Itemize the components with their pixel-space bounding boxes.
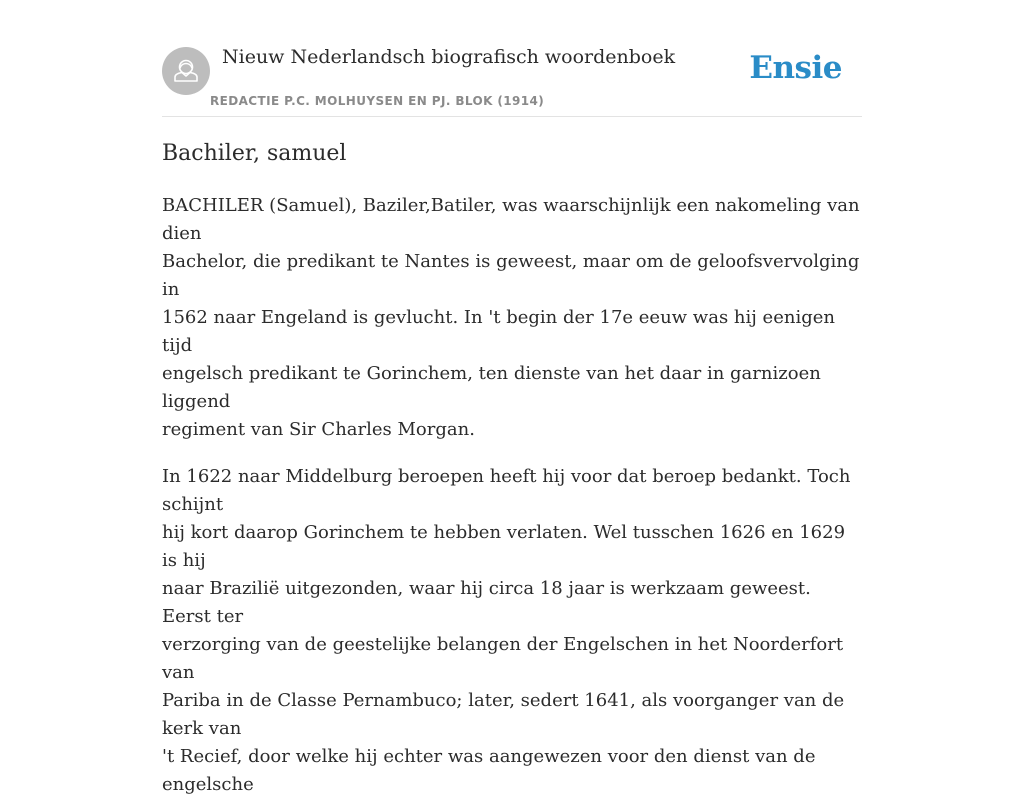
paragraph-line: hij kort daarop Gorinchem te hebben verlaten. Wel tusschen 1626 en 1629 is hij (162, 522, 846, 571)
article-paragraph (162, 463, 862, 799)
paragraph-line: In 1622 naar Middelburg beroepen heeft hij voor dat beroep bedankt. Toch schijnt (162, 466, 851, 515)
paragraph-line: engelsch predikant te Gorinchem, ten dienste van het daar in garnizoen liggend (162, 363, 821, 412)
article-paragraph (162, 192, 862, 444)
article (162, 138, 862, 799)
article-title: Bachiler, samuel (162, 141, 347, 166)
paragraph-line: Pariba in de Classe Pernambuco; later, sedert 1641, als voorganger van de kerk van (162, 690, 845, 739)
paragraph-line: Bachelor, die predikant te Nantes is geweest, maar om de geloofsvervolging in (162, 251, 860, 300)
source-header (162, 40, 862, 117)
source-subtitle: REDACTIE P.C. MOLHUYSEN EN PJ. BLOK (1914) (210, 94, 545, 108)
paragraph-line: BACHILER (Samuel), Baziler,Batiler, was waarschijnlijk een nakomeling van dien (162, 195, 860, 244)
person-icon (162, 47, 210, 95)
paragraph-line: regiment van Sir Charles Morgan. (162, 419, 475, 440)
avatar[interactable] (162, 47, 210, 95)
paragraph-line: 1562 naar Engeland is gevlucht. In 't begin der 17e eeuw was hij eenigen tijd (162, 307, 835, 356)
source-title[interactable]: Nieuw Nederlandsch biografisch woordenboek (222, 46, 676, 68)
paragraph-line: 't Recief, door welke hij echter was aangewezen voor den dienst van de engelsche (162, 746, 816, 795)
paragraph-line: naar Brazilië uitgezonden, waar hij circa 18 jaar is werkzaam geweest. Eerst ter (162, 578, 811, 627)
ensie-logo[interactable]: Ensie (749, 50, 842, 86)
paragraph-line: verzorging van de geestelijke belangen der Engelschen in het Noorderfort van (162, 634, 844, 683)
